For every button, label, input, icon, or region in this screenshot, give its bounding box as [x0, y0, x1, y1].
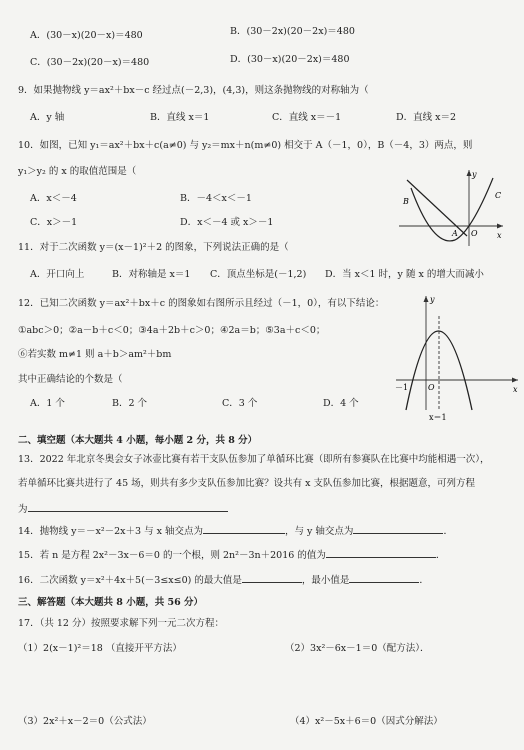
q12-question: 其中正确结论的个数是（	[18, 374, 123, 385]
q11-option-b: B．对称轴是 x＝1	[112, 269, 191, 280]
q14-text-pre: 14．抛物线 y＝－x²－2x＋3 与 x 轴交点为	[18, 526, 204, 537]
q12-figure	[392, 292, 522, 422]
q9-option-c: C．直线 x＝－1	[272, 112, 342, 123]
q13-line-2: 若单循环比赛共进行了 45 场，则共有多少支队伍参加比赛？设共有 x 支队伍参加比赛，根据题意，可列方程	[18, 478, 476, 489]
q13-label: 为	[18, 504, 28, 515]
q9-stem: 9．如果抛物线 y＝ax²＋bx－c 经过点(－2,3)，(4,3)，则这条抛物线的对称轴为（	[18, 85, 369, 96]
q9-option-d: D．直线 x＝2	[396, 112, 457, 123]
q17-part-1: （1）2(x－1)²＝18 （直接开平方法）	[18, 643, 182, 654]
q8-option-a: A．(30－x)(20－x)＝480	[30, 30, 143, 41]
q10-option-d: D．x＜－4 或 x＞－1	[180, 217, 274, 228]
q16-text-end: ．	[419, 575, 429, 586]
q10-option-b: B．－4＜x＜－1	[180, 193, 252, 204]
q12-label-o: O	[428, 383, 435, 392]
q10-label-x: x	[497, 231, 502, 240]
q11-option-a: A．开口向上	[30, 269, 85, 280]
q16-text-pre: 16．二次函数 y＝x²＋4x＋5(－3≤x≤0) 的最大值是	[18, 575, 242, 586]
q12-option-a: A．1 个	[30, 398, 65, 409]
q10-option-c: C．x＞－1	[30, 217, 78, 228]
q11-option-c: C．顶点坐标是(－1,2)	[210, 269, 307, 280]
q12-option-d: D．4 个	[323, 398, 359, 409]
q12-label-y: y	[430, 295, 435, 304]
q10-option-a: A．x＜－4	[30, 193, 77, 204]
q12-option-b: B．2 个	[112, 398, 148, 409]
q10-label-b: B	[403, 197, 409, 206]
q9-option-b: B．直线 x＝1	[150, 112, 210, 123]
q10-label-c: C	[495, 191, 502, 200]
q12-option-c: C．3 个	[222, 398, 258, 409]
q10-label-o: O	[471, 229, 478, 238]
q15-answer-blank[interactable]	[326, 548, 436, 558]
q15-text-pre: 15．若 n 是方程 2x²－3x－6＝0 的一个根，则 2n²－3n＋2016 的值为	[18, 550, 326, 561]
q16-line	[18, 573, 429, 587]
q17-part-3: （3）2x²＋x－2＝0（公式法）	[18, 716, 152, 727]
q11-option-d: D．当 x＜1 时，y 随 x 的增大而减小	[325, 269, 484, 280]
q17-part-4: （4）x²－5x＋6＝0（因式分解法）	[290, 716, 443, 727]
q12-label-x: x	[513, 385, 518, 394]
q14-line	[18, 524, 453, 538]
q12-label-axis: x＝1	[429, 413, 447, 422]
q11-stem: 11．对于二次函数 y＝(x－1)²＋2 的图象，下列说法正确的是（	[18, 242, 289, 253]
q14-text-mid: ，与 y 轴交点为	[285, 526, 354, 537]
q12-stem: 12．已知二次函数 y＝ax²＋bx＋c 的图象如右图所示且经过（－1，0），有以下结论：	[18, 298, 385, 309]
q16-answer-blank-2[interactable]	[349, 573, 419, 583]
q12-label-neg1: －1	[395, 383, 409, 392]
q15-text-end: ．	[435, 550, 446, 561]
q17-part-2: （2）3x²－6x－1＝0（配方法）．	[285, 643, 430, 654]
q17-stem: 17．（共 12 分）按照要求解下列一元二次方程：	[18, 618, 224, 629]
q15-line	[18, 548, 445, 562]
q14-answer-blank-1[interactable]	[203, 524, 285, 534]
q8-option-d: D．(30－x)(20－2x)＝480	[230, 54, 350, 65]
q9-option-a: A．y 轴	[30, 112, 65, 123]
q12-conclusion-6: ⑥若实数 m≠1 则 a＋b＞am²＋bm	[18, 349, 172, 360]
q10-stem-2: y₁＞y₂ 的 x 的取值范围是（	[18, 166, 137, 177]
q10-figure	[393, 168, 508, 248]
q13-answer-blank[interactable]	[28, 502, 228, 512]
q14-text-end: ．	[443, 526, 453, 537]
section-2-heading: 二、填空题（本大题共 4 小题，每小题 2 分，共 8 分）	[18, 435, 258, 446]
q10-label-a: A	[452, 229, 458, 238]
q13-line-1: 13．2022 年北京冬奥会女子冰壶比赛有若干支队伍参加了单循环比赛（即所有参赛队在比赛中均能相遇一次），	[18, 454, 490, 465]
section-3-heading: 三、解答题（本大题共 8 小题，共 56 分）	[18, 597, 204, 608]
q16-text-mid: ，最小值是	[301, 575, 350, 586]
q8-option-c: C．(30－2x)(20－x)＝480	[30, 57, 150, 68]
q12-conclusions: ①abc＞0；②a－b＋c＜0；③4a＋2b＋c＞0；④2a＝b；⑤3a＋c＜0；	[18, 325, 326, 336]
q13-line-3	[18, 502, 228, 516]
q8-option-b: B．(30－2x)(20－2x)＝480	[230, 26, 355, 37]
q14-answer-blank-2[interactable]	[353, 524, 443, 534]
q10-stem: 10．如图，已知 y₁＝ax²＋bx＋c(a≠0) 与 y₂＝mx＋n(m≠0) 相交于 A（－1，0），B（－4，3）两点，则	[18, 140, 473, 151]
q10-label-y: y	[472, 170, 477, 179]
q16-answer-blank-1[interactable]	[242, 573, 302, 583]
